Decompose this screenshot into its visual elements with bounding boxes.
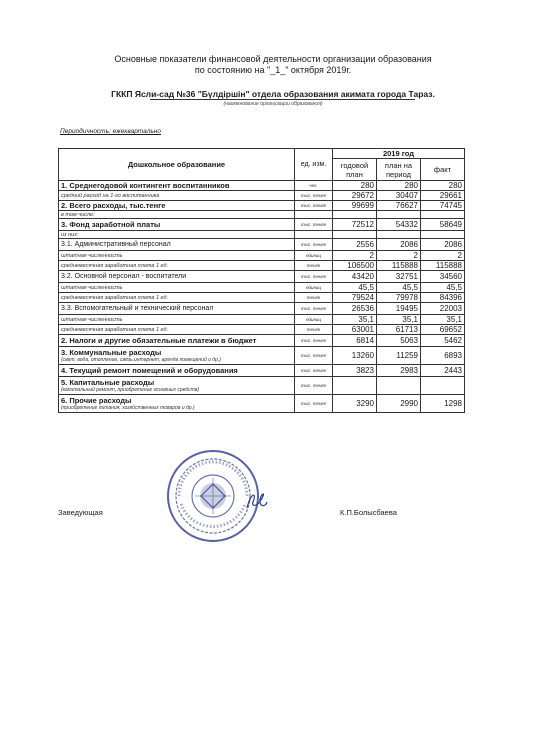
header-period-plan: план на период bbox=[377, 159, 421, 181]
row-period-plan bbox=[377, 231, 421, 239]
table-row bbox=[59, 293, 465, 303]
row-annual-plan bbox=[333, 211, 377, 219]
row-unit: тыс. тенге bbox=[295, 271, 333, 283]
row-fact: 2443 bbox=[421, 365, 465, 377]
row-indicator-name bbox=[59, 211, 295, 219]
row-unit: тыс. тенге bbox=[295, 395, 333, 413]
document-title-line-1: Основные показатели финансовой деятельности организации образования bbox=[114, 54, 432, 64]
row-unit: тыс. тенге bbox=[295, 201, 333, 211]
row-annual-plan: 43420 bbox=[333, 271, 377, 283]
row-unit bbox=[295, 211, 333, 219]
organization-underline bbox=[150, 99, 415, 100]
row-indicator-label: 6. Прочие расходы bbox=[61, 396, 132, 405]
row-period-plan: 61713 bbox=[377, 325, 421, 335]
row-period-plan: 79978 bbox=[377, 293, 421, 303]
row-fact: 29661 bbox=[421, 191, 465, 201]
row-indicator-note: (приобретение питания, хозяйственных товаров и др.) bbox=[61, 405, 195, 411]
table-row bbox=[59, 251, 465, 261]
row-indicator-note: (капитальный ремонт, приобретение основных средств) bbox=[61, 387, 200, 393]
table-row bbox=[59, 191, 465, 201]
row-period-plan: 54332 bbox=[377, 219, 421, 231]
row-indicator-name bbox=[59, 191, 295, 201]
row-unit: тыс. тенге bbox=[295, 219, 333, 231]
row-annual-plan: 13260 bbox=[333, 347, 377, 365]
row-indicator-name bbox=[59, 347, 295, 365]
header-preschool-education: Дошкольное образование bbox=[59, 149, 295, 181]
row-indicator-label: в том числе: bbox=[61, 211, 95, 218]
table-row bbox=[59, 325, 465, 335]
row-indicator-name bbox=[59, 293, 295, 303]
row-indicator-label: штатная численность bbox=[61, 252, 123, 259]
row-indicator-note: (свет, вода, отопление, связь,интернет, аренда помещений и др.) bbox=[61, 357, 221, 363]
row-annual-plan: 72512 bbox=[333, 219, 377, 231]
table-row bbox=[59, 347, 465, 365]
row-indicator-name bbox=[59, 315, 295, 325]
row-fact: 69652 bbox=[421, 325, 465, 335]
financial-indicators-table bbox=[58, 148, 465, 413]
row-fact: 5462 bbox=[421, 335, 465, 347]
row-unit: тыс. тенге bbox=[295, 377, 333, 395]
table-row bbox=[59, 231, 465, 239]
table-row bbox=[59, 377, 465, 395]
row-indicator-name bbox=[59, 201, 295, 211]
table-row bbox=[59, 335, 465, 347]
row-period-plan: 11259 bbox=[377, 347, 421, 365]
table-row bbox=[59, 201, 465, 211]
row-unit: единиц bbox=[295, 283, 333, 293]
row-indicator-label: 3. Коммунальные расходы bbox=[61, 348, 162, 357]
row-annual-plan: 106500 bbox=[333, 261, 377, 271]
table-row bbox=[59, 239, 465, 251]
row-indicator-label: среднемесячная заработная плата 1 ед. bbox=[61, 326, 169, 333]
row-period-plan: 30407 bbox=[377, 191, 421, 201]
row-indicator-name bbox=[59, 395, 295, 413]
row-fact: 58649 bbox=[421, 219, 465, 231]
row-indicator-name bbox=[59, 231, 295, 239]
row-period-plan: 76627 bbox=[377, 201, 421, 211]
row-fact bbox=[421, 377, 465, 395]
header-fact: факт bbox=[421, 159, 465, 181]
row-indicator-label: 3.3. Вспомогательный и технический персонал bbox=[61, 305, 214, 312]
row-annual-plan bbox=[333, 377, 377, 395]
signature-position-label: Заведующая bbox=[58, 508, 103, 517]
row-indicator-label: 2. Налоги и другие обязательные платежи в бюджет bbox=[61, 336, 257, 345]
row-unit: единиц bbox=[295, 251, 333, 261]
row-fact: 84396 bbox=[421, 293, 465, 303]
row-indicator-label: из них: bbox=[61, 231, 79, 238]
row-unit: тыс. тенге bbox=[295, 347, 333, 365]
row-indicator-name bbox=[59, 261, 295, 271]
table-row bbox=[59, 219, 465, 231]
row-indicator-name bbox=[59, 283, 295, 293]
row-annual-plan: 2556 bbox=[333, 239, 377, 251]
row-annual-plan: 63001 bbox=[333, 325, 377, 335]
row-unit: тенге bbox=[295, 261, 333, 271]
table-row bbox=[59, 365, 465, 377]
row-fact: 115888 bbox=[421, 261, 465, 271]
row-annual-plan: 79524 bbox=[333, 293, 377, 303]
row-unit: тенге bbox=[295, 325, 333, 335]
table-row bbox=[59, 211, 465, 219]
row-indicator-name bbox=[59, 325, 295, 335]
row-fact: 45,5 bbox=[421, 283, 465, 293]
row-annual-plan: 99699 bbox=[333, 201, 377, 211]
row-indicator-name bbox=[59, 251, 295, 261]
row-annual-plan: 2 bbox=[333, 251, 377, 261]
row-period-plan: 2086 bbox=[377, 239, 421, 251]
row-indicator-name bbox=[59, 335, 295, 347]
header-annual-plan: годовой план bbox=[333, 159, 377, 181]
row-annual-plan bbox=[333, 231, 377, 239]
row-indicator-label: штатная численность bbox=[61, 284, 123, 291]
organization-name: ГККП Ясли-сад №36 "Бүлдіршін" отдела образования акимата города Тараз. bbox=[111, 89, 435, 99]
row-indicator-label: штатная численность bbox=[61, 316, 123, 323]
row-indicator-label: 2. Всего расходы, тыс.тенге bbox=[61, 201, 166, 210]
row-indicator-label: среднемесячная заработная плата 1 ед. bbox=[61, 262, 169, 269]
row-indicator-name bbox=[59, 303, 295, 315]
row-fact: 74745 bbox=[421, 201, 465, 211]
row-period-plan: 2 bbox=[377, 251, 421, 261]
row-period-plan bbox=[377, 377, 421, 395]
row-indicator-name bbox=[59, 239, 295, 251]
row-annual-plan: 29672 bbox=[333, 191, 377, 201]
row-indicator-label: 3. Фонд заработной платы bbox=[61, 220, 161, 229]
row-fact: 6893 bbox=[421, 347, 465, 365]
row-unit: тенге bbox=[295, 293, 333, 303]
table-row bbox=[59, 271, 465, 283]
row-period-plan: 35,1 bbox=[377, 315, 421, 325]
row-annual-plan: 6814 bbox=[333, 335, 377, 347]
row-annual-plan: 3823 bbox=[333, 365, 377, 377]
row-fact: 22003 bbox=[421, 303, 465, 315]
row-fact bbox=[421, 211, 465, 219]
row-annual-plan: 280 bbox=[333, 181, 377, 191]
row-indicator-label: 3.2. Основной персонал - воспитатели bbox=[61, 273, 187, 280]
row-indicator-label: среднемесячная заработная плата 1 ед. bbox=[61, 294, 169, 301]
row-indicator-name bbox=[59, 377, 295, 395]
organization-note: (наименование организации образования) bbox=[223, 101, 323, 107]
row-indicator-name bbox=[59, 181, 295, 191]
table-row bbox=[59, 283, 465, 293]
periodicity-label: Периодичность: ежеквартально bbox=[60, 128, 161, 135]
row-indicator-label: 5. Капитальные расходы bbox=[61, 378, 155, 387]
row-unit: тыс. тенге bbox=[295, 239, 333, 251]
row-unit: тыс. тенге bbox=[295, 303, 333, 315]
row-unit bbox=[295, 231, 333, 239]
row-fact: 2 bbox=[421, 251, 465, 261]
row-unit: тыс. тенге bbox=[295, 335, 333, 347]
table-row bbox=[59, 181, 465, 191]
table-row bbox=[59, 395, 465, 413]
table-row bbox=[59, 261, 465, 271]
row-period-plan bbox=[377, 211, 421, 219]
row-unit: единиц bbox=[295, 315, 333, 325]
signature-name: К.П.Болысбаева bbox=[340, 508, 397, 517]
row-unit: чел. bbox=[295, 181, 333, 191]
row-fact: 280 bbox=[421, 181, 465, 191]
handwritten-signature bbox=[243, 488, 269, 514]
row-indicator-label: 3.1. Административный персонал bbox=[61, 241, 171, 248]
row-indicator-label: 4. Текущий ремонт помещений и оборудования bbox=[61, 366, 238, 375]
document-title-line-2: по состоянию на "_1_" октября 2019г. bbox=[194, 65, 352, 75]
row-unit: тыс. тенге bbox=[295, 191, 333, 201]
table-row bbox=[59, 303, 465, 315]
row-period-plan: 5063 bbox=[377, 335, 421, 347]
row-indicator-name bbox=[59, 365, 295, 377]
row-annual-plan: 45,5 bbox=[333, 283, 377, 293]
row-fact: 34560 bbox=[421, 271, 465, 283]
header-year: 2019 год bbox=[333, 149, 465, 159]
row-fact: 1298 bbox=[421, 395, 465, 413]
row-fact: 2086 bbox=[421, 239, 465, 251]
row-unit: тыс. тенге bbox=[295, 365, 333, 377]
row-period-plan: 45,5 bbox=[377, 283, 421, 293]
row-indicator-name bbox=[59, 271, 295, 283]
row-indicator-label: 1. Среднегодовой контингент воспитанников bbox=[61, 181, 230, 190]
row-period-plan: 2990 bbox=[377, 395, 421, 413]
row-fact bbox=[421, 231, 465, 239]
row-indicator-name bbox=[59, 219, 295, 231]
row-annual-plan: 3290 bbox=[333, 395, 377, 413]
row-fact: 35,1 bbox=[421, 315, 465, 325]
row-period-plan: 2983 bbox=[377, 365, 421, 377]
table-row bbox=[59, 315, 465, 325]
row-period-plan: 19495 bbox=[377, 303, 421, 315]
row-period-plan: 280 bbox=[377, 181, 421, 191]
row-period-plan: 115888 bbox=[377, 261, 421, 271]
row-period-plan: 32751 bbox=[377, 271, 421, 283]
row-annual-plan: 35,1 bbox=[333, 315, 377, 325]
header-unit: ед. изм. bbox=[295, 149, 333, 181]
row-annual-plan: 26536 bbox=[333, 303, 377, 315]
table-body bbox=[59, 181, 465, 413]
row-indicator-label: средний расход на 1-го воспитанника bbox=[61, 192, 160, 199]
